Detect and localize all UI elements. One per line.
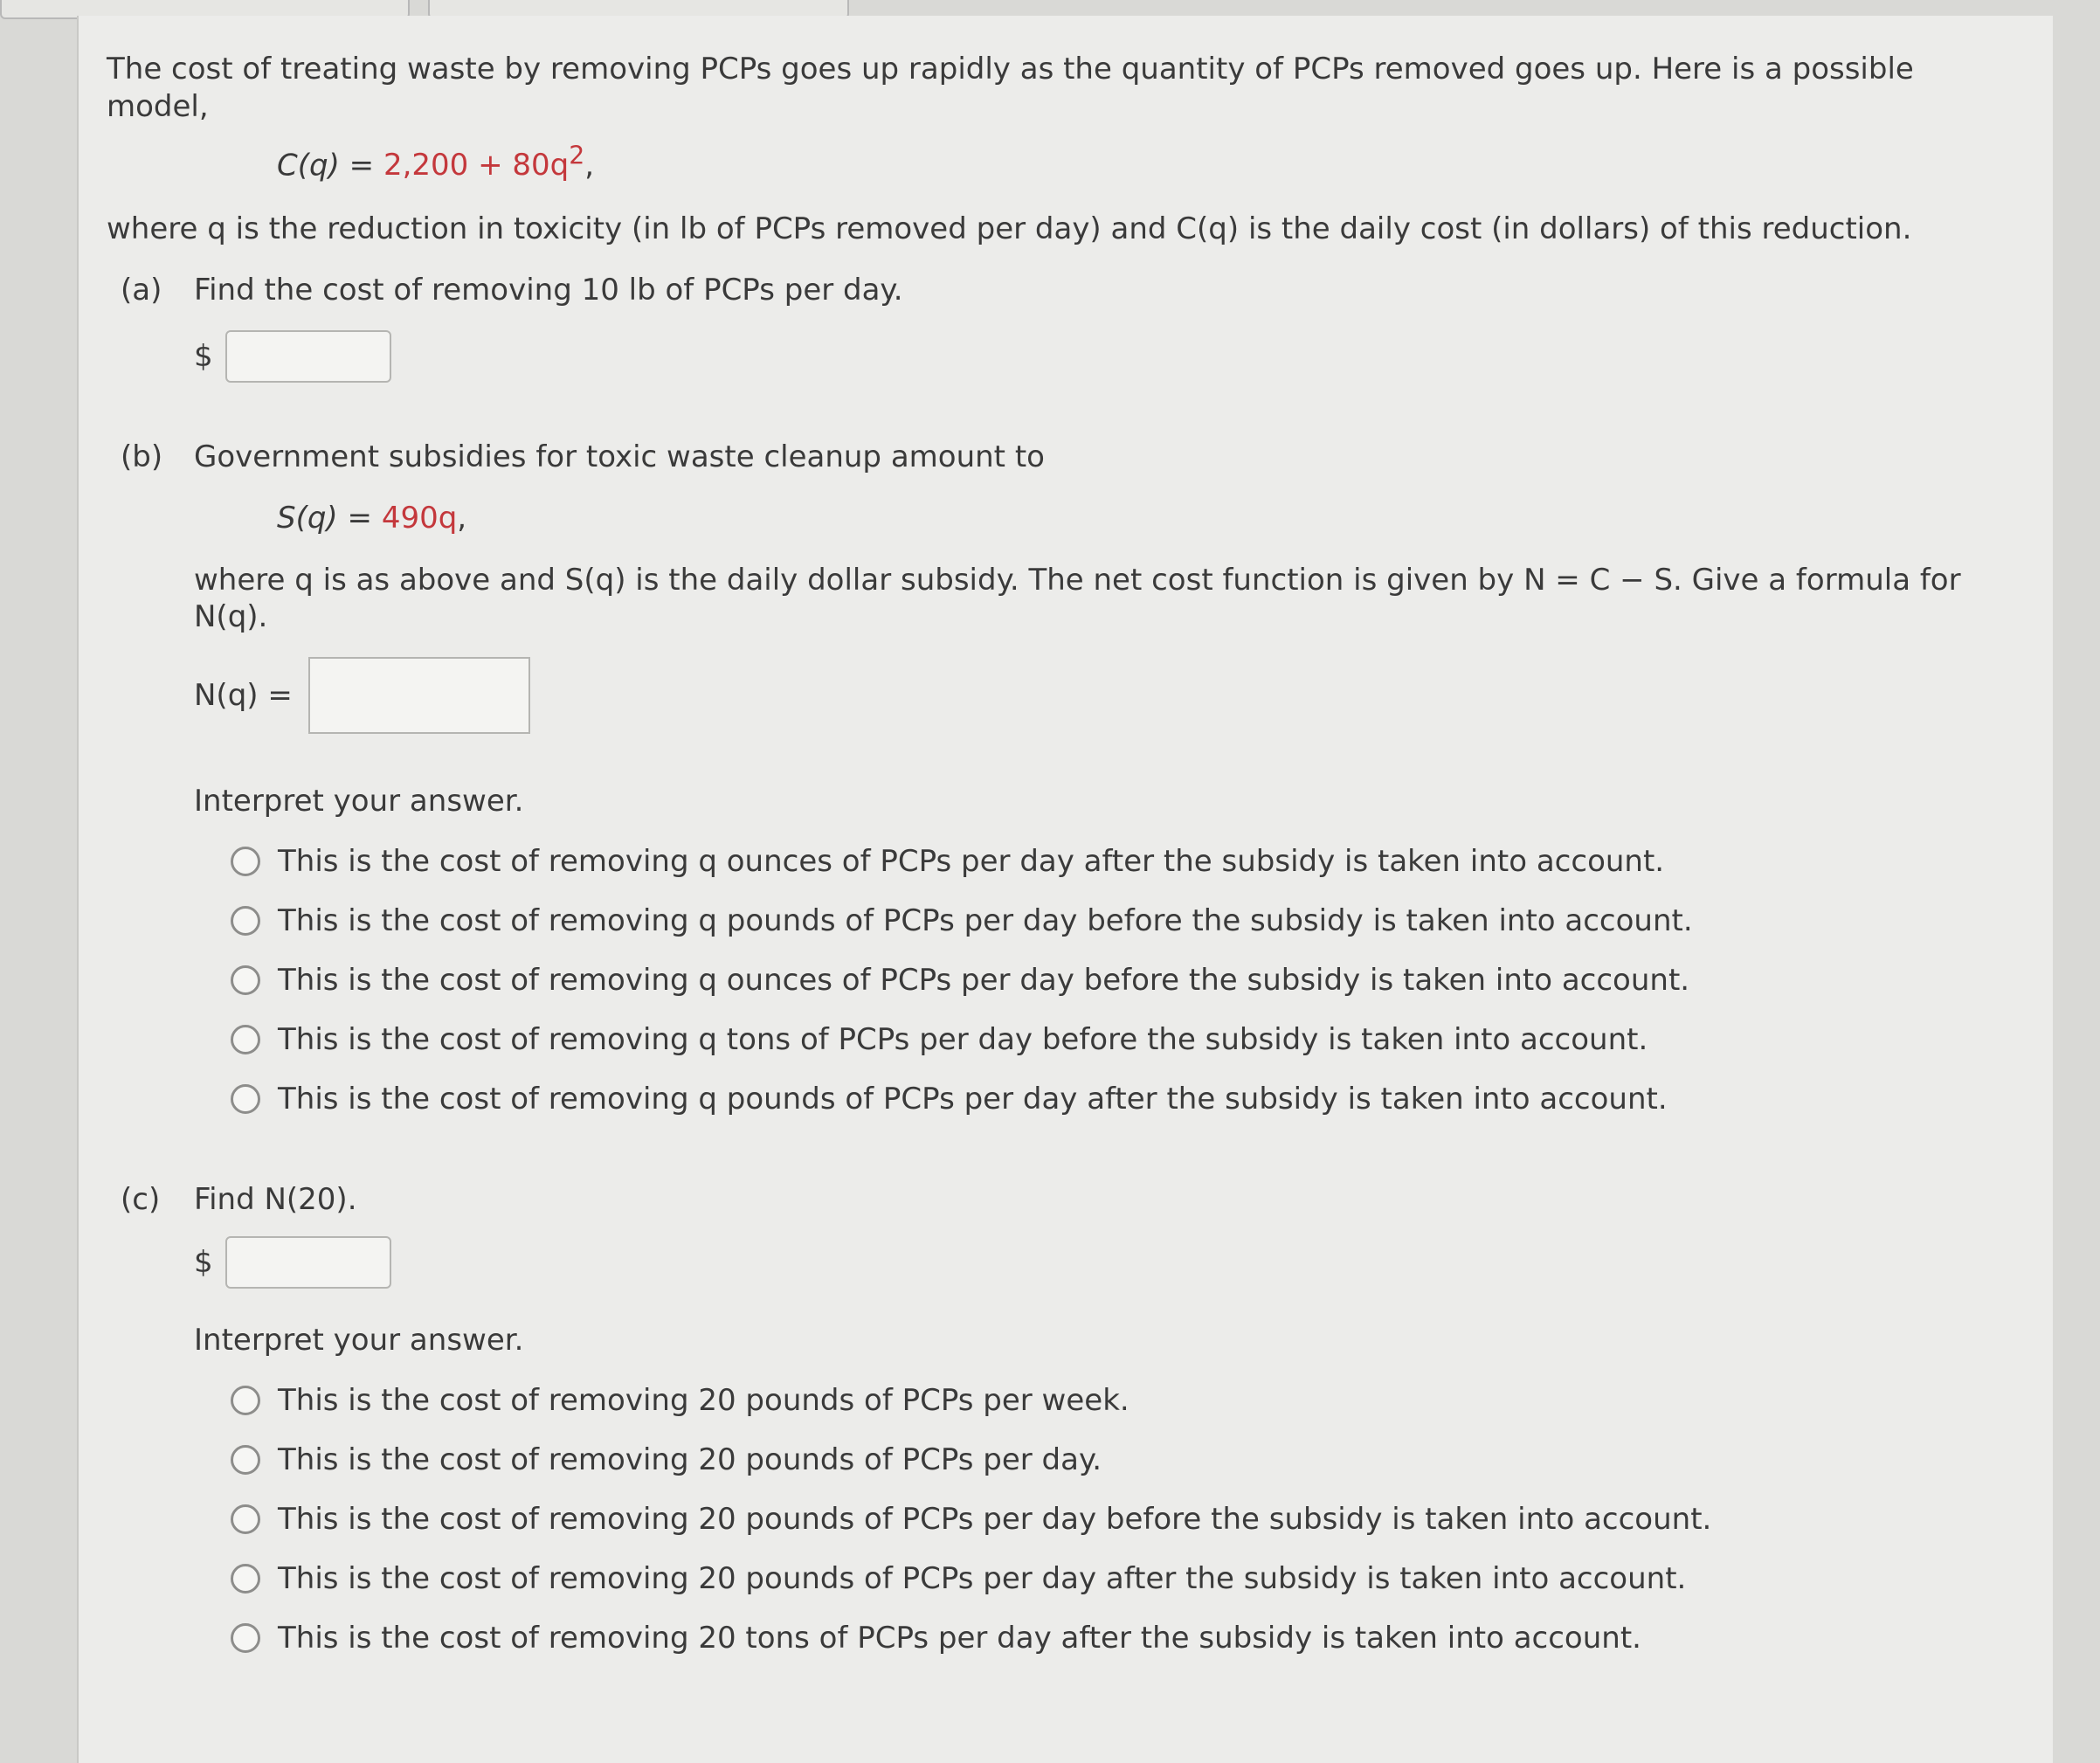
radio-button[interactable] [231,1564,260,1594]
part-c-option-3[interactable]: This is the cost of removing 20 pounds of PCPs per day before the subsidy is taken into account. [231,1490,1993,1549]
part-b-option-1[interactable]: This is the cost of removing q ounces of PCPs per day after the subsidy is taken into account. [231,832,1993,891]
part-b-option-4[interactable]: This is the cost of removing q tons of PCPs per day before the subsidy is taken into account. [231,1010,1993,1069]
radio-button[interactable] [231,906,260,936]
part-b-intro: Government subsidies for toxic waste cleanup amount to [194,439,1045,474]
part-a [107,272,1993,383]
dollar-sign: $ [194,338,213,374]
radio-button[interactable] [231,847,260,876]
radio-button[interactable] [231,1623,260,1653]
dollar-sign: $ [194,1244,213,1280]
part-b-description: where q is as above and S(q) is the daily dollar subsidy. The net cost function is given by N = C − S. Give a formula for N(q). [194,562,1961,635]
part-c-option-4[interactable]: This is the cost of removing 20 pounds of PCPs per day after the subsidy is taken into account. [231,1549,1993,1608]
nq-label: N(q) = [194,677,293,713]
part-b-option-2[interactable]: This is the cost of removing q pounds of PCPs per day before the subsidy is taken into account. [231,891,1993,951]
part-a-label: (a) [121,273,162,308]
part-c-option-1[interactable]: This is the cost of removing 20 pounds of PCPs per week. [231,1371,1993,1430]
question-content [107,51,1993,1668]
radio-button[interactable] [231,1504,260,1534]
nq-formula-input[interactable] [308,657,530,734]
part-c-option-5[interactable]: This is the cost of removing 20 tons of PCPs per day after the subsidy is taken into account. [231,1608,1993,1668]
part-b-option-5[interactable]: This is the cost of removing q pounds of PCPs per day after the subsidy is taken into account. [231,1069,1993,1129]
part-b-options [231,832,1993,1129]
part-c-answer-input[interactable] [225,1236,391,1289]
part-b-option-3[interactable]: This is the cost of removing q ounces of PCPs per day before the subsidy is taken into account. [231,951,1993,1010]
where-description: where q is the reduction in toxicity (in lb of PCPs removed per day) and C(q) is the daily cost (in dollars) of this reduction. [107,211,1912,246]
radio-button[interactable] [231,965,260,995]
part-a-answer-input[interactable] [225,330,391,383]
part-b-interpret-label: Interpret your answer. [194,783,524,819]
part-b-label: (b) [121,439,163,474]
part-c-options [231,1371,1993,1668]
subsidy-formula: S(q) = 490q, [277,501,467,536]
part-c-option-2[interactable]: This is the cost of removing 20 pounds of PCPs per day. [231,1430,1993,1490]
cost-formula: $C(q) = 2,200 + 80q^2$, [277,142,595,183]
problem-intro: The cost of treating waste by removing PCPs goes up rapidly as the quantity of PCPs removed goes up. Here is a possible model, [107,52,1914,124]
radio-button[interactable] [231,1084,260,1114]
part-c-question: Find N(20). [194,1182,357,1218]
part-c [107,1181,1993,1668]
radio-button[interactable] [231,1445,260,1475]
radio-button[interactable] [231,1025,260,1054]
part-c-label: (c) [121,1182,161,1218]
radio-button[interactable] [231,1386,260,1415]
part-c-interpret-label: Interpret your answer. [194,1322,524,1358]
part-a-question: Find the cost of removing 10 lb of PCPs per day. [194,273,903,308]
part-b [107,439,1993,1130]
